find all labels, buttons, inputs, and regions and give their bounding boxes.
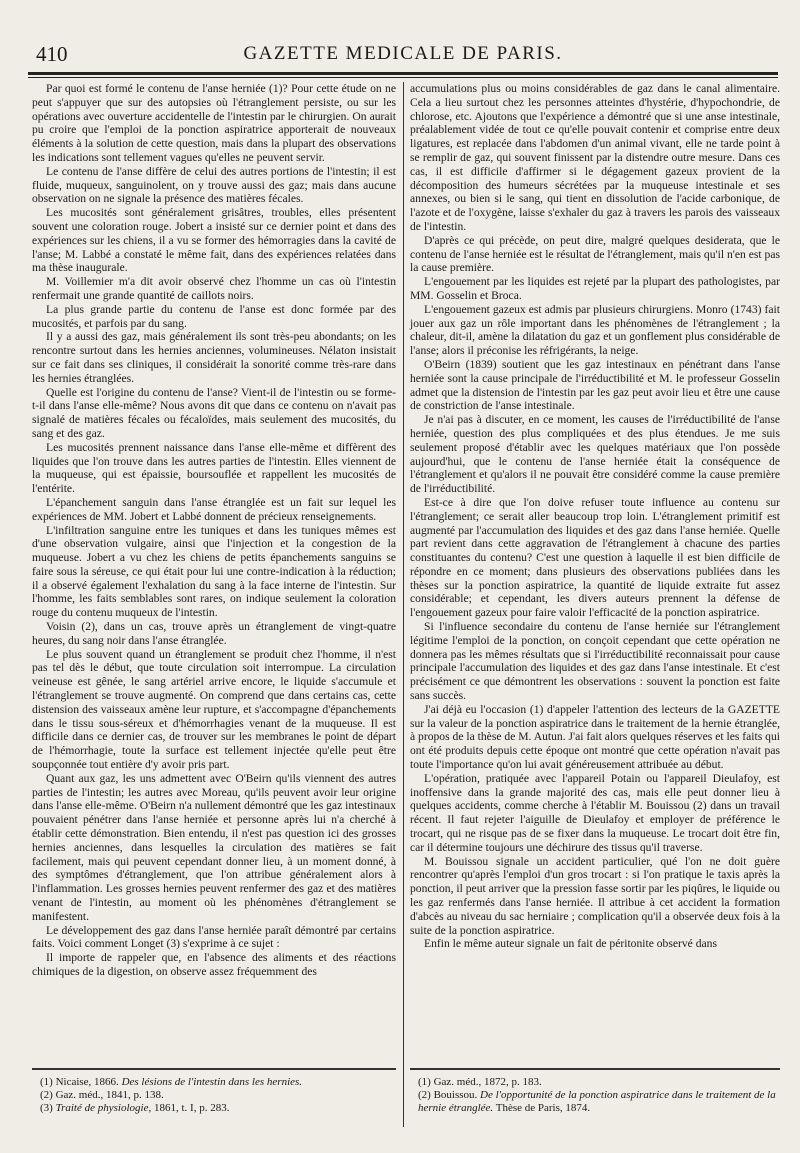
paragraph: Le plus souvent quand un étranglement se produit chez l'homme, il n'est pas tel dès le début, que toute circulation soit interrompue. La circulation veineuse est gênée, le sang artériel arrive encore, le liquide s'accumule et l'étranglement se trouve augmenté. On comprend que dans certains cas, cette distension des vaisseaux amène leur rupture, et s'accompagne d'épanchements dans le tissu sous-séreux et d'hémorrhagies venant de la muqueuse. Il est difficile dans ce dernier cas, de trouver sur les membranes le point de départ de l'hémorrhagie, toute la surface est tellement injectée qu'elle peut être soupçonnée tout entière d'y avoir pris part.: [32, 647, 396, 772]
paragraph: M. Bouissou signale un accident particulier, qué l'on ne doit guère rencontrer qu'après l'emploi d'un gros trocart : si l'on pratique le taxis après la ponction, il peut arriver que la pression fasse sortir par les piqûres, le liquide ou les gaz renfermés dans l'anse herniée. Il attribue à cet accident la formation d'abcès au niveau du sac herniaire ; complication qu'il a observée deux fois à la suite de la ponction aspiratrice.: [410, 854, 780, 937]
paragraph: Quelle est l'origine du contenu de l'anse? Vient-il de l'intestin ou se forme-t-il dans l'anse elle-même? Nous avons dit que dans ce contenu on n'avait pas signalé de matières fécales ou fécaloïdes, mais seulement des mucosités, du sang et des gaz.: [32, 385, 396, 440]
paragraph: M. Voillemier m'a dit avoir observé chez l'homme un cas où l'intestin renfermait une grande quantité de caillots noirs.: [32, 275, 396, 302]
page-number: 410: [36, 42, 68, 66]
footnote-rule-left: [32, 1068, 396, 1070]
footnotes-left: [40, 1076, 396, 1115]
left-column: [32, 82, 396, 979]
paragraph: Par quoi est formé le contenu de l'anse herniée (1)? Pour cette étude on ne peut s'appuyer que sur des autopsies où l'étranglement persiste, ou sur les opérations avec ouverture accidentelle de l'intestin par le chirurgien. On aurait pu croire que l'emploi de la ponction aspiratrice apporterait de nouveaux éléments à la solution de cette question, mais dans la plupart des observations les indications sont tellement vagues qu'elles ne peuvent servir.: [32, 82, 396, 164]
footnote: (1) Gaz. méd., 1872, p. 183.: [418, 1076, 542, 1088]
journal-title: GAZETTE MEDICALE DE PARIS.: [243, 43, 563, 64]
right-column: [410, 82, 780, 951]
paragraph: Les mucosités prennent naissance dans l'anse elle-même et diffèrent des liquides que l'on trouve dans les autres parties de l'intestin. Elles viennent de la muqueuse, qui est épaissie, boursouflée et rappellent les mucosités de l'entérite.: [32, 440, 396, 496]
paragraph: Il y a aussi des gaz, mais généralement ils sont très-peu abondants; on les rencontre surtout dans les hernies anciennes, volumineuses. Nélaton insistait sur ce fait dans ses cliniques, il considérait la sonorité comme très-rare dans les hernies étranglées.: [32, 330, 396, 385]
paragraph: Est-ce à dire que l'on doive refuser toute influence au contenu sur l'étranglement; ce serait aller beaucoup trop loin. L'étranglement primitif est augmenté par l'accumulation des liquides et des gaz dans l'anse herniée. Quelle part revient dans cette aggravation de l'étranglement à chacune des parties constituantes du contenu? C'est une question à laquelle il est bien difficile de répondre en ce moment; dans plusieurs des observations publiées dans les thèses sur la ponction aspiratrice, la quantité de liquide extraite fut assez considérable; et cependant, les divers auteurs prennent la défense de l'engouement gazeux pour faire valoir l'efficacité de la ponction aspiratrice.: [410, 495, 780, 620]
paragraph: Quant aux gaz, les uns admettent avec O'Beirn qu'ils viennent des autres parties de l'intestin; les autres avec Moreau, qu'ils peuvent avoir leur origine dans l'anse elle-même. O'Beirn n'a nullement démontré que les gaz intestinaux pouvaient pénétrer dans l'anse herniée et personne après lui n'a cherché à établir cette démonstration. Bien entendu, il n'est pas question ici des grosses hernies anciennes, dans lesquelles la circulation des matières se fait facilement, mais qui peuvent cependant donner lieu, à un moment donné, à des symptômes d'étranglement, que l'on attribue généralement alors à l'inflammation. Les grosses hernies peuvent renfermer des gaz et des matières venant de l'intestin, au moment où les phénomènes d'étranglement se manifestent.: [32, 771, 396, 923]
paragraph: Si l'influence secondaire du contenu de l'anse herniée sur l'étranglement légitime l'emploi de la ponction, on conçoit cependant que cette opération ne donnera pas les mêmes résultats que si l'irréductibilité reconnaissait pour cause principale l'accumulation des liquides et des gaz dans l'anse intestinale. Et c'est précisément ce que démontrent les observations : souvent la ponction est faite sans succès.: [410, 620, 780, 703]
page-header: [28, 40, 778, 70]
paragraph: accumulations plus ou moins considérables de gaz dans le canal alimentaire. Cela a lieu surtout chez les personnes atteintes d'hystérie, d'hypochondrie, de chlorose, etc. Ajoutons que l'expérience a démontré que si une anse intestinale, préalablement vidée de tout ce qu'elle pouvait contenir et comprise entre deux ligatures, est replacée dans l'abdomen d'un animal vivant, elle ne tarde point à se remplir de gaz, qui souvent finissent par la distendre outre mesure. Dans ces cas, il est difficile d'affirmer si le dégagement gazeux provient de la décomposition des humeurs sécrétées par la muqueuse intestinale et ses annexes, ou bien si le sang, qui tient en dissolution de l'acide carbonique, de l'azote et de l'oxygène, laisse s'exhaler du gaz à travers les parois des vaisseaux de l'intestin.: [410, 82, 780, 233]
footnote: (3) Traité de physiologie, 1861, t. I, p. 283.: [40, 1102, 230, 1114]
paragraph: Les mucosités sont généralement grisâtres, troubles, elles présentent souvent une coloration rouge. Jobert a insisté sur ce dernier point et dans des expériences sur les chiens, il a vu se former des hémorragies dans la cavité de l'anse; M. Labbé a constaté le même fait, dans des expériences relatées dans ma thèse inaugurale.: [32, 206, 396, 275]
paragraph: Il importe de rappeler que, en l'absence des aliments et des réactions chimiques de la digestion, on observe assez fréquemment des: [32, 951, 396, 978]
footnote: (1) Nicaise, 1866. Des lésions de l'intestin dans les hernies.: [40, 1076, 303, 1088]
header-rule-thin: [28, 77, 778, 78]
footnotes-right: [418, 1076, 780, 1115]
header-rule-thick: [28, 72, 778, 75]
paragraph: La plus grande partie du contenu de l'anse est donc formée par des mucosités, et parfois par du sang.: [32, 302, 396, 330]
paragraph: L'engouement par les liquides est rejeté par la plupart des pathologistes, par MM. Gosselin et Broca.: [410, 275, 780, 302]
paragraph: L'opération, pratiquée avec l'appareil Potain ou l'appareil Dieulafoy, est inoffensive dans la grande majorité des cas, mais elle peut donner lieu à quelques accidents, comme cherche à l'établir M. Bouissou (2) dans un travail récent. Il faut rejeter l'aiguille de Dieulafoy et employer de préférence le trocart, qui ne risque pas de se fixer dans la muqueuse. Le trocart doit être fin, car il détermine toujours une déchirure des tissus qu'il traverse.: [410, 771, 780, 854]
paragraph: L'épanchement sanguin dans l'anse étranglée est un fait sur lequel les expériences de MM. Jobert et Labbé donnent de précieux renseignements.: [32, 495, 396, 523]
footnote: (2) Gaz. méd., 1841, p. 138.: [40, 1089, 164, 1101]
paragraph: Enfin le même auteur signale un fait de péritonite observé dans: [424, 937, 717, 951]
paragraph: L'engouement gazeux est admis par plusieurs chirurgiens. Monro (1743) fait jouer aux gaz un rôle important dans les phénomènes de l'étranglement ; la chaleur, dit-il, amène la dilatation du gaz et un gonflement plus considérable de l'anse; alors il préconise les réfrigérants, la neige.: [410, 302, 780, 358]
paragraph: L'infiltration sanguine entre les tuniques et dans les tuniques mêmes est d'une observation vulgaire, ainsi que l'injection et la congestion de la muqueuse. Jobert a vu chez les chiens de petits épanchements sanguins se faire sous la séreuse, ce qui était pour lui une contre-indication à la réduction; il a observé également l'exhalation du sang à la face interne de l'intestin. Sur l'homme, les faits semblables sont rares, on indique seulement la coloration rouge du contenu muqueux de l'intestin.: [32, 523, 396, 620]
paragraph: O'Beirn (1839) soutient que les gaz intestinaux en pénétrant dans l'anse herniée sont la cause principale de l'irréductibilité et M. le professeur Gosselin admet que la distension de l'intestin par les gaz peut avoir lieu et être une cause de constriction de l'anse intestinale.: [410, 357, 780, 413]
column-divider: [403, 82, 404, 1127]
paragraph: D'après ce qui précède, on peut dire, malgré quelques desiderata, que le contenu de l'anse herniée est le résultat de l'étranglement, mais qu'il n'en est pas la cause première.: [410, 233, 780, 275]
paragraph: Je n'ai pas à discuter, en ce moment, les causes de l'irréductibilité de l'anse herniée, question des plus compliquées et des plus étendues. Je me suis seulement proposé d'établir avec les quelques matériaux que l'on possède aujourd'hui, que le contenu de l'anse herniée était la conséquence de l'étranglement et qu'alors il ne pouvait être considéré comme la cause première de l'irréductibilité.: [410, 413, 780, 496]
paragraph: Le contenu de l'anse diffère de celui des autres portions de l'intestin; il est fluide, muqueux, sanguinolent, on y trouve aussi des gaz; mais dans aucune observation on ne signale la présence des matières fécales.: [32, 164, 396, 206]
paragraph: Voisin (2), dans un cas, trouve après un étranglement de vingt-quatre heures, du sang noir dans l'anse étranglée.: [32, 620, 396, 647]
paragraph: J'ai déjà eu l'occasion (1) d'appeler l'attention des lecteurs de la GAZETTE sur la valeur de la ponction aspiratrice dans le traitement de la hernie étranglée, à propos de la thèse de M. Autun. J'ai fait alors quelques réserves et les faits qui ont été produits depuis cette époque ont montré que cette opération n'avait pas toute l'importance qu'on lui avait généreusement attribuée au début.: [410, 702, 780, 772]
footnote: (2) Bouissou. De l'opportunité de la ponction aspiratrice dans le traitement de la hernie étranglée. Thèse de Paris, 1874.: [418, 1089, 776, 1114]
paragraph: Le développement des gaz dans l'anse herniée paraît démontré par certains faits. Voici comment Longet (3) s'exprime à ce sujet :: [32, 923, 396, 951]
footnote-rule-right: [410, 1068, 780, 1070]
